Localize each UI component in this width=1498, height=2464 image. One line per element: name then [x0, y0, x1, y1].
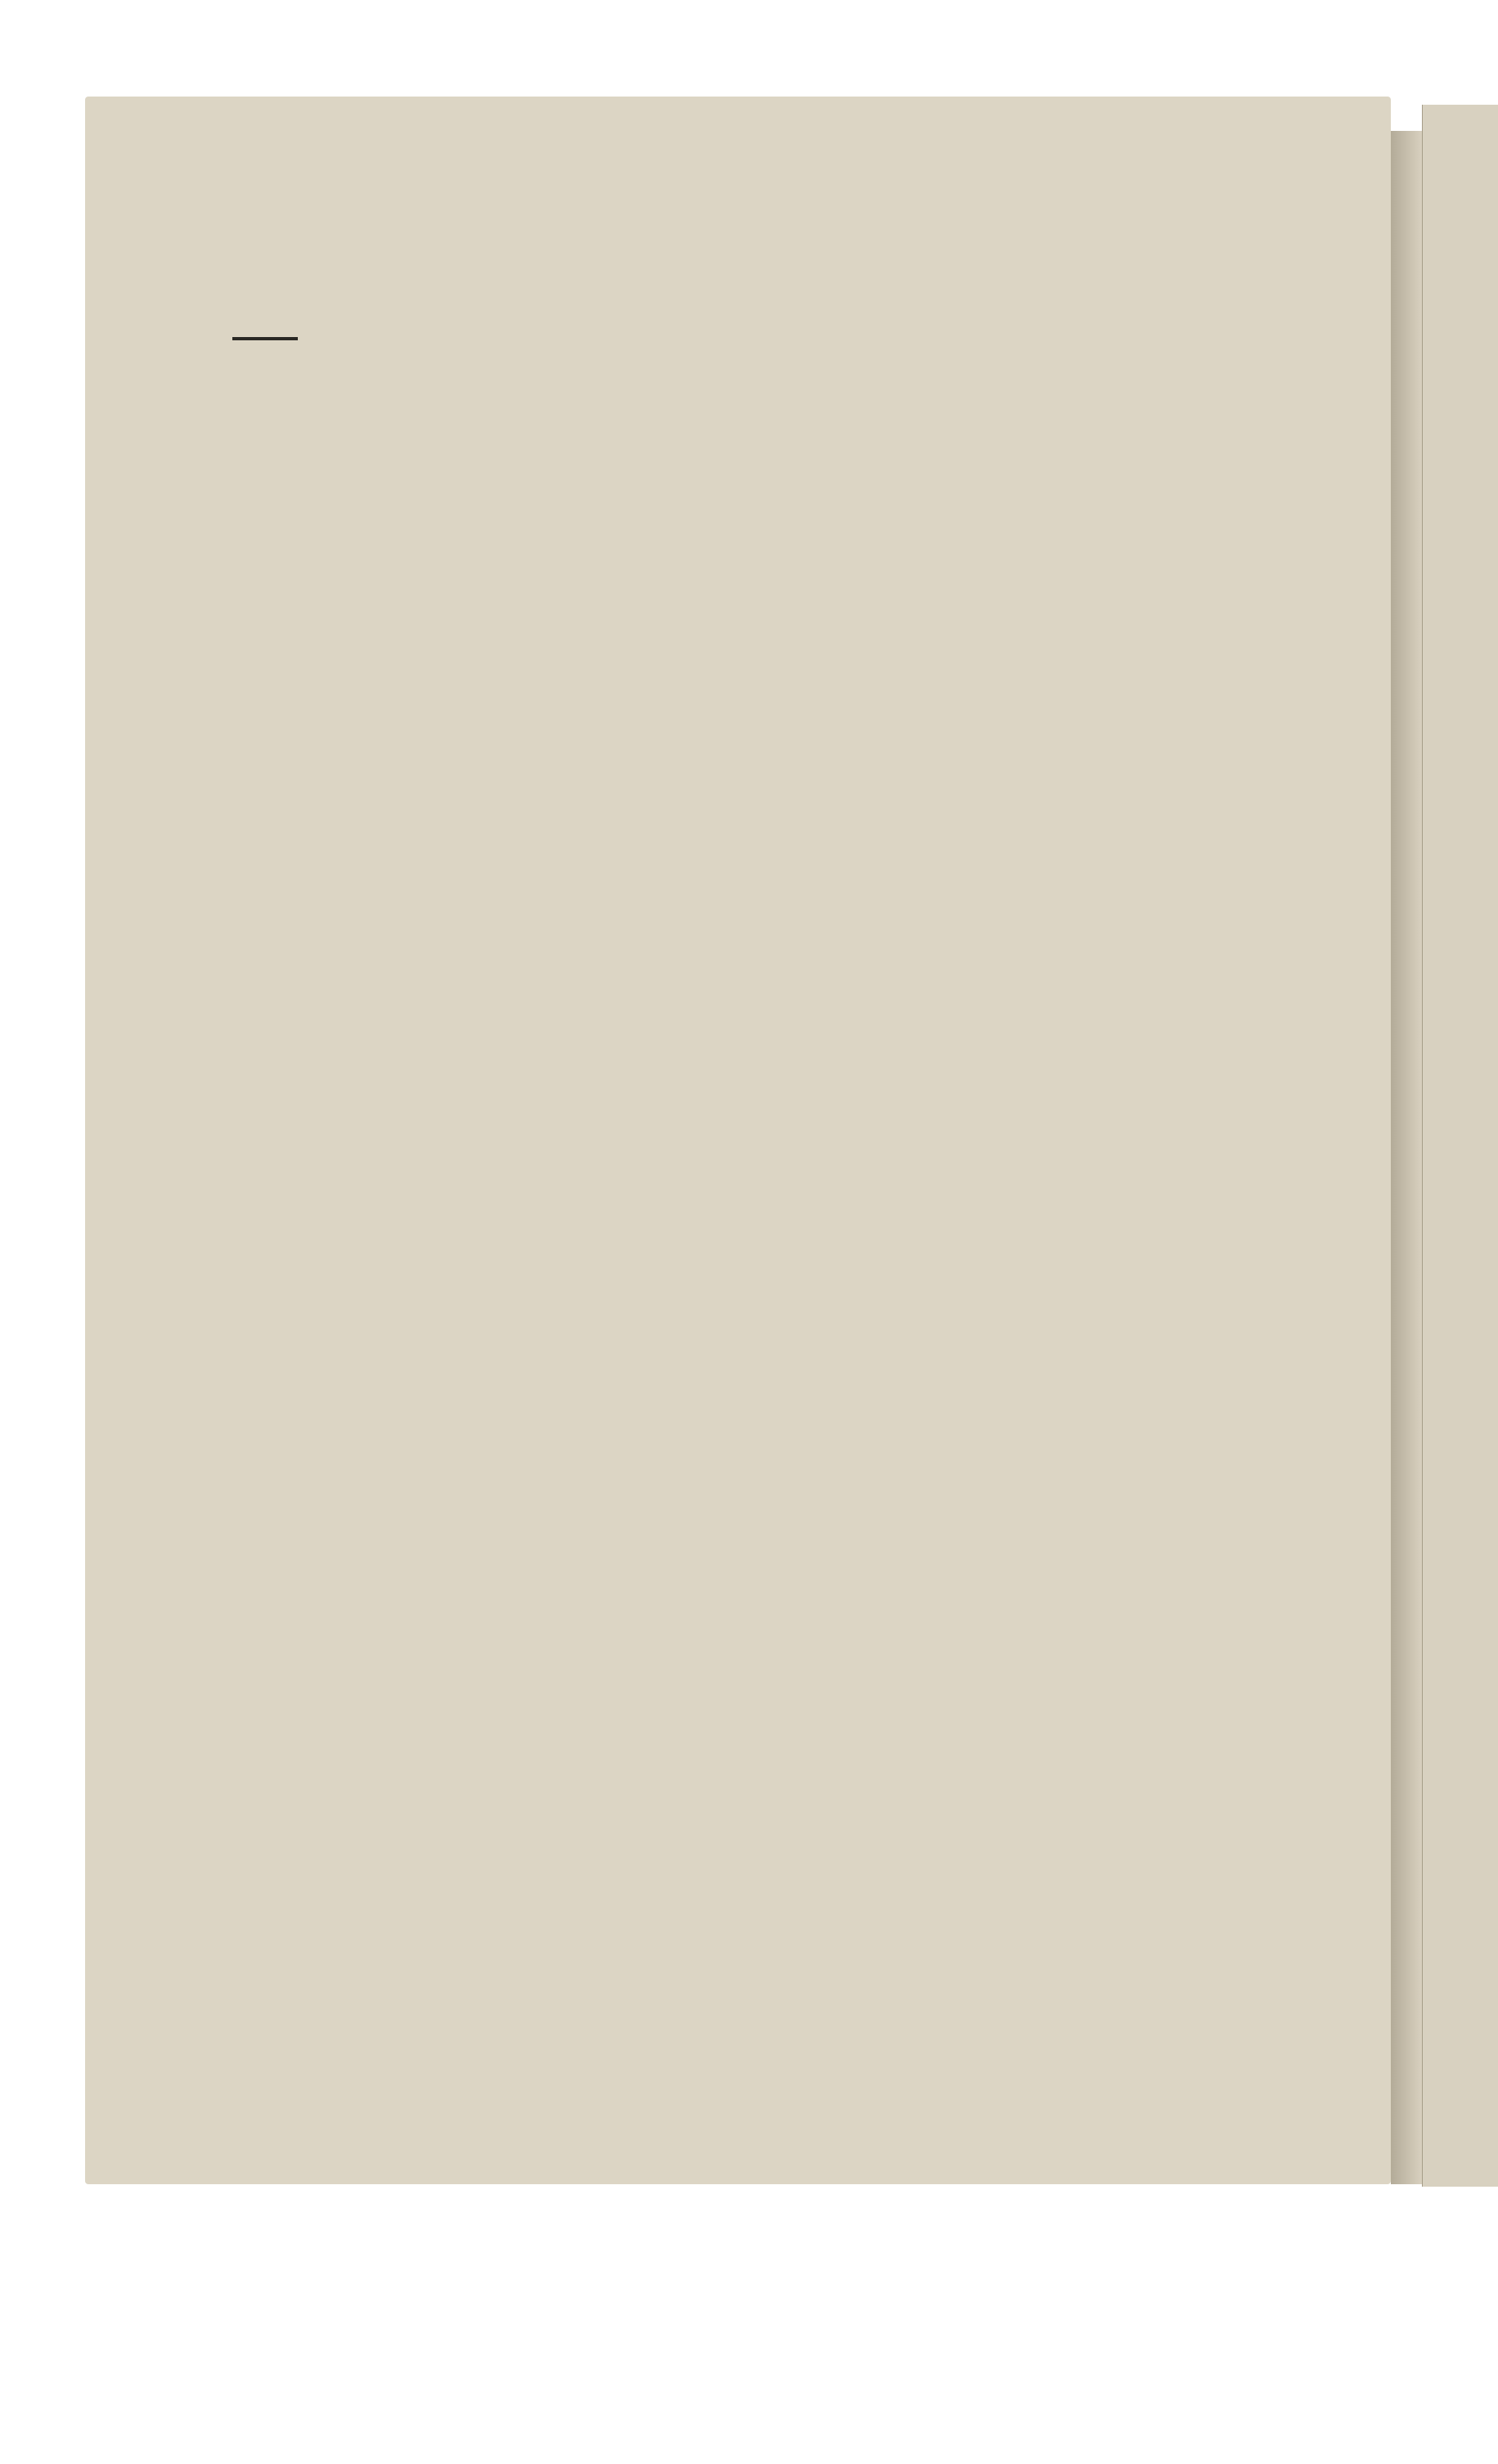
book-gutter — [1391, 131, 1422, 2184]
page-number-underline — [232, 337, 298, 340]
book-page — [85, 97, 1391, 2184]
facing-page-edge — [1422, 105, 1498, 2187]
